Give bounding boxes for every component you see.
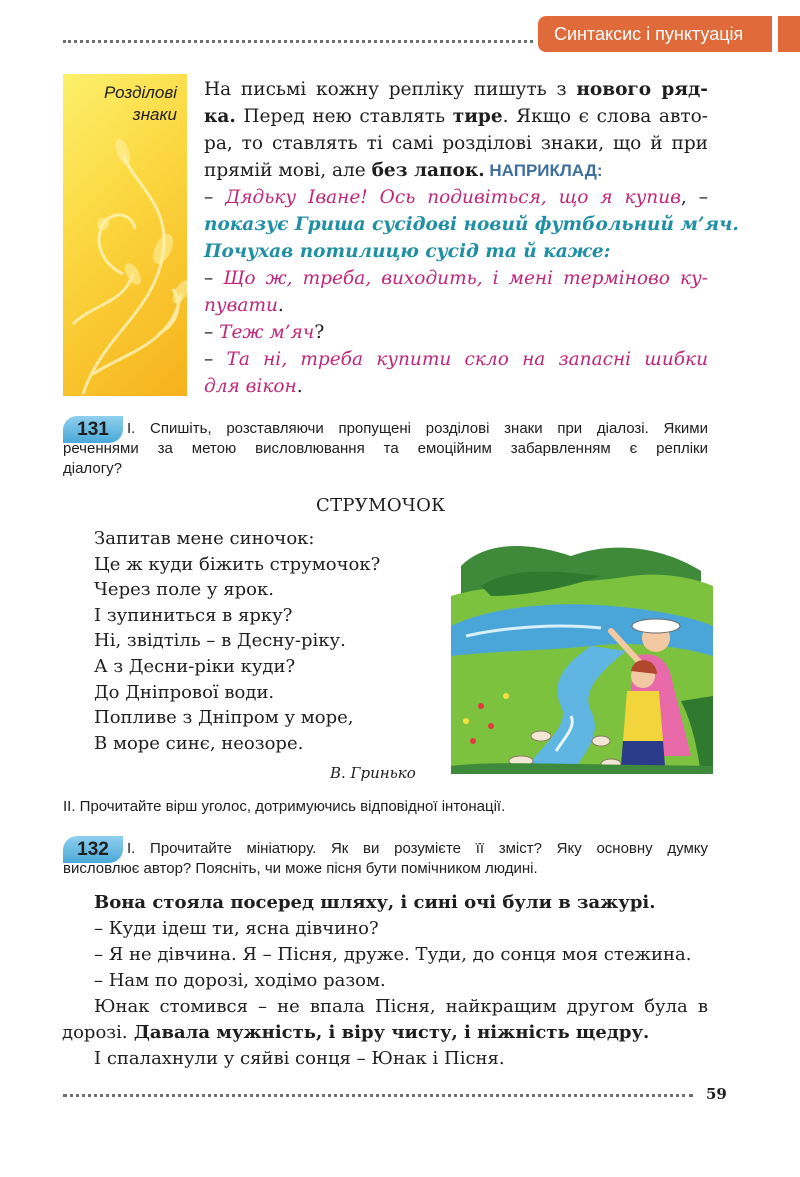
rule-line: ка. Перед нею ставлять тире. Якщо є слова авто- xyxy=(204,106,708,127)
rule-line: прямій мові, але без лапок. НАПРИКЛАД: xyxy=(204,160,603,181)
dialogue-line: – Теж м’яч? xyxy=(204,322,325,343)
story-line: Вона стояла посеред шляху, і сині очі були в зажурі. xyxy=(94,892,656,913)
poem-line: Попливе з Дніпром у море, xyxy=(94,707,354,729)
poem-line: Це ж куди біжить струмочок? xyxy=(94,553,381,575)
stream-illustration xyxy=(451,526,713,774)
story-line: – Куди ідеш ти, ясна дівчино? xyxy=(94,918,379,939)
dialogue-line: для вікон. xyxy=(204,376,303,397)
story-line: – Я не дівчина. Я – Пісня, друже. Туди, до сонця моя стежина. xyxy=(94,944,692,965)
poem-line: І зупиниться в ярку? xyxy=(94,604,293,626)
side-panel xyxy=(63,74,187,396)
author-words-line: показує Гриша сусідові новий футбольний м’яч. xyxy=(204,214,739,235)
exercise-131-task: І. Спишіть, розставляючи пропущені розділові знаки при діалозі. Якими реченнями за метою висловлювання та емоційним забарвленням є репліки діалогу? xyxy=(63,420,708,477)
story-line: Юнак стомився – не впала Пісня, найкращим другом була в xyxy=(94,996,708,1017)
dialogue-line: – Дядьку Іване! Ось подивіться, що я купив, – xyxy=(204,187,708,208)
author-words-line: Почухав потилицю сусід та й каже: xyxy=(204,241,611,262)
section-title-tab: Синтаксис і пунктуація xyxy=(538,16,772,52)
exercise-number-badge: 131 xyxy=(63,416,123,443)
poem-title: СТРУМОЧОК xyxy=(316,495,446,516)
poem-line: А з Десни-ріки куди? xyxy=(94,655,296,677)
example-label: НАПРИКЛАД: xyxy=(484,161,603,180)
exercise-132-task: І. Прочитайте мініатюру. Як ви розумієте її зміст? Яку основну думку висловлює автор? Поясніть, чи може пісня бути помічником людині. xyxy=(63,840,708,877)
poem-author: В. Гринько xyxy=(330,764,416,782)
miniature-text xyxy=(62,890,708,1072)
story-line: – Нам по дорозі, ходімо разом. xyxy=(94,970,386,991)
rule-line: На письмі кожну репліку пишуть з нового ряд- xyxy=(204,79,708,100)
story-line: дорозі. Давала мужність, і віру чисту, і ніжність щедру. xyxy=(62,1022,650,1043)
page-number: 59 xyxy=(706,1085,727,1103)
dialogue-line: – Та ні, треба купити скло на запасні шибки xyxy=(204,349,709,370)
exercise-number-badge: 132 xyxy=(63,836,123,863)
poem-line: Ні, звідтіль – в Десну-ріку. xyxy=(94,630,346,652)
footer-dotted-rule xyxy=(63,1094,693,1097)
side-panel-title: Розділові знаки xyxy=(104,83,177,124)
poem-line: Запитав мене синочок: xyxy=(94,528,315,549)
rule-line: ра, то ставлять ті самі розділові знаки, що й при xyxy=(204,133,708,154)
story-line: І спалахнули у сяйві сонця – Юнак і Пісня. xyxy=(94,1048,505,1069)
poem-body xyxy=(94,526,380,756)
poem-line: Через поле у ярок. xyxy=(94,579,274,601)
header-dotted-rule xyxy=(63,40,533,43)
header-edge-block xyxy=(778,16,800,52)
rule-text xyxy=(204,76,739,400)
dialogue-line: пувати. xyxy=(204,295,284,316)
poem-line: До Дніпрової води. xyxy=(94,681,275,703)
exercise-131-part2: ІІ. Прочитайте вірш уголос, дотримуючись відповідної інтонації. xyxy=(63,798,506,815)
poem-line: В море синє, неозоре. xyxy=(94,732,304,754)
dialogue-line: – Що ж, треба, виходить, і мені терміново ку- xyxy=(204,268,708,289)
